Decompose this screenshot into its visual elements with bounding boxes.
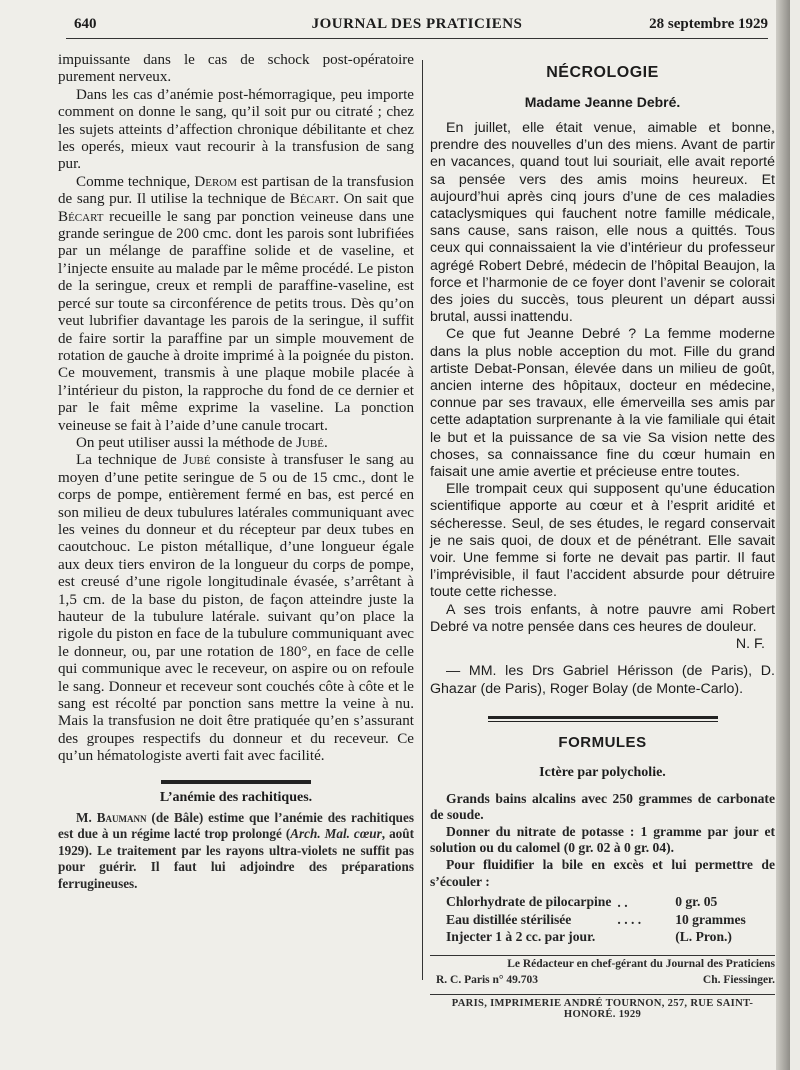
column-divider	[422, 60, 423, 980]
author-name: Baumann	[96, 809, 147, 825]
footer-rule	[430, 955, 775, 956]
section-heading-necrologie: NÉCROLOGIE	[546, 64, 659, 81]
section-rule	[161, 780, 311, 784]
section-heading-formules: FORMULES	[558, 733, 647, 751]
paragraph: impuissante dans le cas de schock post-opératoire purement nerveux.	[58, 52, 414, 86]
imprint	[430, 958, 775, 992]
page-edge-shadow	[776, 0, 790, 1070]
recipe-row: Chlorhydrate de pilocarpine . . 0 gr. 05	[446, 894, 718, 910]
paragraph: Elle trompait ceux qui supposent qu’une éducation scientifique apporte au cœur et à l’esprit aridité et sécheresse. Seul, de ses études, le regard conservait je ne sais quoi, de doux et de pénétrant. Elle savait voir. Une femme si forte ne devait pas partir. Il faut l’imprévisible, il faut l’accident absurde pour détruire toute cette richesse.	[430, 481, 775, 601]
editor-name: Ch. Fiessinger.	[702, 974, 775, 987]
registry-number: R. C. Paris n° 49.703	[436, 974, 539, 987]
author-name: Bécart	[289, 191, 336, 208]
article-subhead: L’anémie des rachitiques.	[159, 789, 313, 805]
paragraph: Grands bains alcalins avec 250 grammes de carbonate de soude.	[430, 790, 775, 823]
formula-title: Ictère par polycholie.	[539, 764, 666, 780]
paragraph: La technique de Jubé consiste à transfuser le sang au moyen d’une petite seringue de 5 ou de 15 cmc., dont le corps de pompe, entièrement fermé en bas, est percé en son milieu de deux tubulures latérales communiquant avec les veines du donneur et du récepteur par deux tubes en caoutchouc. Le piston métallique, d’une longueur égale aux deux tiers environ de la longueur du corps de pompe, est creusé d’une rigole longitudinale évasée, s’arrêtant à 1,5 cm. de la base du piston, de façon atteindre juste la hauteur de la tubulure latérale. suivant qu’on place la rigole du piston en face de la tubulure communiquant avec le donneur, ou, par une rotation de 180°, en face de celle qui communique avec le receveur, on aspire ou on refoule le sang. Donneur et receveur sont couchés côte à côte et le sang est récolté par ponction sans mettre la veine à nu. Mais la transfusion ne doit être pratiquée qu’en s’assurant des groupes respectifs du donneur et du receveur. Ce qu’un hématologiste averti fait avec facilité.	[58, 452, 414, 765]
page-header	[66, 14, 768, 39]
author-name: Bécart	[58, 208, 104, 225]
page-number: 640	[74, 16, 97, 32]
right-column	[430, 52, 775, 1020]
paragraph: M. Baumann (de Bâle) estime que l’anémie des rachitiques est due à un régime lacté trop prolongé (Arch. Mal. cœur, août 1929). Le traitement par les rayons ultra-violets ne suffit pas pour guérir. Il faut lui adjoindre des préparations ferrugineuses.	[58, 809, 414, 891]
paragraph: Donner du nitrate de potasse : 1 gramme par jour et solution ou du calomel (0 gr. 02 à 0 gr. 04).	[430, 823, 775, 856]
left-column	[58, 52, 414, 892]
signature: N. F.	[735, 636, 765, 653]
obituary-title: Madame Jeanne Debré.	[524, 94, 681, 110]
paragraph: A ses trois enfants, à notre pauvre ami Robert Debré va notre pensée dans ces heures de douleur.	[430, 601, 775, 635]
journal-title: JOURNAL DES PRATICIENS	[311, 16, 523, 32]
author-name: Jubé	[182, 452, 211, 469]
paragraph: Pour fluidifier la bile en excès et lui permettre de s’écouler :	[430, 857, 775, 889]
paragraph: Comme technique, Derom est partisan de la transfusion de sang pur. Il utilise la technique de Bécart. On sait que Bécart recueille le sang par ponction veineuse dans une grande seringue de 200 cmc. dont les parois sont lubrifiées par un mélange de paraffine solide et de vaseline, et l’injecte ensuite au malade par le même procédé. Le piston de la seringue, creux et rempli de paraffine-vaseline, est percé sur toute sa circonférence de petits trous. Dès qu’on veut lubrifier davantage les parois de la seringue, il suffit de faire sortir la paraffine par un simple mouvement de rotation de gauche à droite imprimé à la poignée du piston. Ce mouvement, transmis à une plaque mobile placée à l’intérieur du piston, la rapproche du fond de ce dernier et par le fait même exprime la vaseline. La ponction veineuse se fait à l’aide d’une canule trocart.	[58, 173, 414, 434]
section-rule	[488, 716, 718, 722]
paragraph: Ce que fut Jeanne Debré ? La femme moderne dans la plus noble acception du mot. Fille du grand artiste Debat-Ponsan, élevée dans un milieu de goût, ancien interne des hôpitaux, docteur en médecine, connue par ses travaux, elle émerveilla ses amis par cette adaptation surprenante à la vie familiale qui était le but et la puissance de sa vie Sa vision nette des choses, sa connaissance fine du cœur humain en faisait une amie avertie et précieuse entre toutes.	[430, 326, 775, 481]
recipe-row: Eau distillée stérilisée . . . . 10 grammes	[446, 911, 746, 928]
paragraph: Dans les cas d’anémie post-hémorragique, peu importe comment on donne le sang, qu’il soit pur ou citraté ; chez les sujets atteints d’affection chronique débilitante et chez les operés, mieux vaut recourir à la transfusion de sang pur.	[58, 86, 414, 173]
paragraph: On peut utiliser aussi la méthode de Jubé.	[76, 434, 328, 451]
author-name: Jubé	[296, 434, 324, 451]
citation: Arch. Mal. cœur	[290, 826, 382, 842]
author-name: Derom	[194, 173, 238, 190]
issue-date: 28 septembre 1929	[649, 16, 768, 32]
printer-line: PARIS, IMPRIMERIE ANDRÉ TOURNON, 257, RUE SAINT-HONORÉ. 1929	[430, 994, 775, 1020]
editor-line: Le Rédacteur en chef-gérant du Journal des Praticiens	[507, 958, 775, 971]
paragraph: En juillet, elle était venue, aimable et bonne, prendre des nouvelles d’un des miens. Avant de partir en vacances, quand tout lui souriait, elle avait reporté sa pensée vers des amis moins heureux. Et aujourd’hui après cinq jours d’une de ces maladies cataclysmiques qui fauchent notre famille médicale, sans cause, sans raison, elle nous a quittés. Tous ceux qui connaissaient la vie d’intérieur du professeur agrégé Robert Debré, médecin de l’hôpital Beaujon, la force et l’harmonie de ce foyer dont l’avenir se colorait des joies du succès, tous pleurent un départ aussi brutal, aussi inattendu.	[430, 120, 775, 326]
paragraph: — MM. les Drs Gabriel Hérisson (de Paris), D. Ghazar (de Paris), Roger Bolay (de Monte-Carlo).	[430, 663, 775, 697]
recipe-table	[446, 894, 746, 947]
recipe-row: Injecter 1 à 2 cc. par jour. (L. Pron.)	[446, 929, 732, 945]
